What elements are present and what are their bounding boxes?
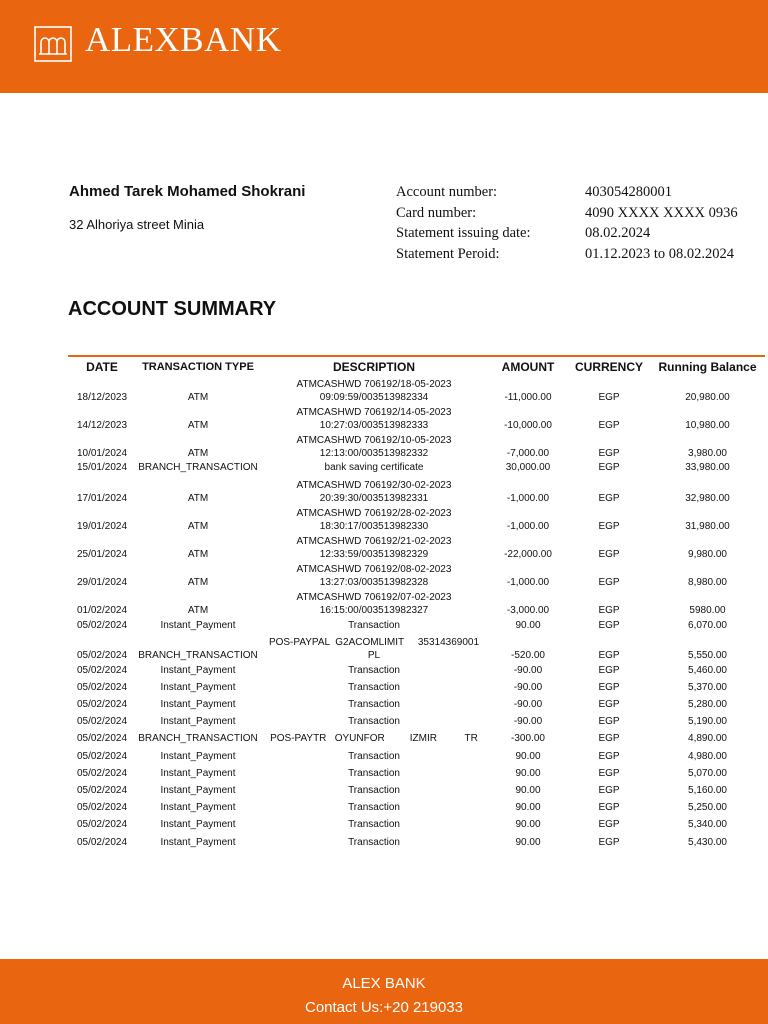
cell-description: Transaction: [348, 819, 400, 831]
cell-date: 05/02/2024: [76, 836, 128, 848]
cell-currency: EGP: [598, 619, 620, 631]
cell-date: 19/01/2024: [76, 520, 128, 532]
cell-currency: EGP: [598, 716, 620, 728]
cell-date: 10/01/2024: [76, 447, 128, 459]
cell-transaction-type: ATM: [187, 548, 209, 560]
table-row: [68, 834, 765, 851]
cell-transaction-type: BRANCH_TRANSACTION: [138, 649, 258, 661]
table-body: [68, 376, 765, 851]
customer-address: 32 Alhoriya street Minia: [69, 217, 205, 232]
cell-amount: -300.00: [511, 733, 545, 745]
cell-running-balance: 10,980.00: [685, 419, 730, 431]
footer-bank-name: ALEX BANK: [342, 975, 426, 992]
cell-amount: -22,000.00: [504, 548, 552, 560]
cell-date: 05/02/2024: [76, 733, 128, 745]
card-number-value: 4090 XXXX XXXX 0936: [585, 204, 738, 221]
cell-currency: EGP: [598, 604, 620, 616]
table-row: [68, 533, 765, 561]
table-row: [68, 477, 765, 505]
cell-amount: 90.00: [515, 750, 541, 762]
cell-running-balance: 20,980.00: [685, 391, 730, 403]
table-row: [68, 697, 765, 714]
cell-amount: -90.00: [513, 699, 543, 711]
cell-description: Transaction: [348, 664, 400, 676]
cell-transaction-type: Instant_Payment: [160, 785, 236, 797]
cell-running-balance: 8,980.00: [688, 576, 727, 588]
cell-currency: EGP: [598, 750, 620, 762]
cell-running-balance: 9,980.00: [688, 548, 727, 560]
cell-currency: EGP: [598, 649, 620, 661]
table-row: [68, 680, 765, 697]
cell-running-balance: 6,070.00: [688, 619, 727, 631]
cell-running-balance: 5,190.00: [688, 716, 727, 728]
cell-date: 05/02/2024: [76, 664, 128, 676]
cell-transaction-type: ATM: [187, 391, 209, 403]
cell-running-balance: 5,070.00: [688, 767, 727, 779]
issuing-date-label: Statement issuing date:: [396, 225, 531, 241]
cell-running-balance: 5,280.00: [688, 699, 727, 711]
cell-currency: EGP: [598, 664, 620, 676]
cell-date: 15/01/2024: [76, 462, 128, 474]
cell-date: 05/02/2024: [76, 802, 128, 814]
cell-currency: EGP: [598, 836, 620, 848]
cell-transaction-type: Instant_Payment: [160, 681, 236, 693]
cell-transaction-type: Instant_Payment: [160, 802, 236, 814]
table-row: [68, 460, 765, 477]
table-row: [68, 589, 765, 617]
header-date: DATE: [86, 359, 118, 374]
bank-columns-icon: [34, 26, 72, 62]
cell-description: ATMCASHWD 706192/30-02-2023 20:39:30/003513982331: [296, 480, 452, 504]
cell-description: Transaction: [348, 699, 400, 711]
cell-transaction-type: BRANCH_TRANSACTION: [138, 462, 258, 474]
cell-transaction-type: Instant_Payment: [160, 819, 236, 831]
cell-transaction-type: ATM: [187, 604, 209, 616]
cell-description: bank saving certificate: [324, 462, 424, 474]
cell-description: ATMCASHWD 706192/14-05-2023 10:27:03/003513982333: [296, 407, 452, 431]
customer-name: Ahmed Tarek Mohamed Shokrani: [69, 183, 306, 200]
cell-description: ATMCASHWD 706192/21-02-2023 12:33:59/003513982329: [296, 536, 452, 560]
cell-amount: -520.00: [511, 649, 545, 661]
header-bar: [0, 0, 768, 93]
cell-description: Transaction: [348, 836, 400, 848]
cell-description: Transaction: [348, 767, 400, 779]
cell-transaction-type: Instant_Payment: [160, 750, 236, 762]
account-info-labels: [396, 182, 531, 264]
cell-date: 05/02/2024: [76, 785, 128, 797]
cell-amount: 90.00: [515, 767, 541, 779]
card-number-label: Card number:: [396, 204, 477, 221]
cell-running-balance: 33,980.00: [685, 462, 730, 474]
cell-date: 05/02/2024: [76, 619, 128, 631]
cell-description: Transaction: [348, 802, 400, 814]
table-row: [68, 766, 765, 783]
cell-amount: 90.00: [515, 802, 541, 814]
account-summary-title: ACCOUNT SUMMARY: [68, 298, 277, 320]
cell-transaction-type: ATM: [187, 447, 209, 459]
cell-amount: -90.00: [513, 664, 543, 676]
cell-currency: EGP: [598, 785, 620, 797]
table-row: [68, 561, 765, 589]
cell-currency: EGP: [598, 492, 620, 504]
cell-transaction-type: ATM: [187, 492, 209, 504]
cell-description: ATMCASHWD 706192/28-02-2023 18:30:17/003513982330: [296, 508, 452, 532]
cell-amount: -10,000.00: [504, 419, 552, 431]
cell-date: 18/12/2023: [76, 391, 128, 403]
cell-currency: EGP: [598, 681, 620, 693]
cell-description: Transaction: [348, 619, 400, 631]
cell-description: ATMCASHWD 706192/08-02-2023 13:27:03/003513982328: [296, 564, 452, 588]
cell-transaction-type: Instant_Payment: [160, 836, 236, 848]
cell-date: 05/02/2024: [76, 750, 128, 762]
table-row: [68, 748, 765, 765]
cell-running-balance: 5,550.00: [688, 649, 727, 661]
table-row: [68, 432, 765, 460]
cell-transaction-type: ATM: [187, 520, 209, 532]
cell-running-balance: 5,160.00: [688, 785, 727, 797]
table-row: [68, 817, 765, 834]
cell-currency: EGP: [598, 548, 620, 560]
cell-currency: EGP: [598, 767, 620, 779]
cell-amount: -3,000.00: [506, 604, 550, 616]
cell-date: 05/02/2024: [76, 767, 128, 779]
cell-currency: EGP: [598, 699, 620, 711]
table-row: [68, 617, 765, 634]
cell-description: ATMCASHWD 706192/10-05-2023 12:13:00/003513982332: [296, 435, 452, 459]
cell-amount: -1,000.00: [506, 576, 550, 588]
cell-currency: EGP: [598, 520, 620, 532]
cell-currency: EGP: [598, 576, 620, 588]
cell-currency: EGP: [598, 733, 620, 745]
table-row: [68, 376, 765, 404]
cell-description: ATMCASHWD 706192/18-05-2023 09:09:59/003513982334: [296, 379, 452, 403]
cell-amount: 90.00: [515, 619, 541, 631]
header-currency: CURRENCY: [574, 359, 643, 374]
header-running-balance: Running Balance: [658, 359, 757, 374]
cell-description: Transaction: [348, 716, 400, 728]
cell-description: Transaction: [348, 750, 400, 762]
table-row: [68, 634, 765, 662]
cell-date: 05/02/2024: [76, 649, 128, 661]
cell-date: 05/02/2024: [76, 699, 128, 711]
table-row: [68, 800, 765, 817]
cell-date: 29/01/2024: [76, 576, 128, 588]
cell-running-balance: 5,430.00: [688, 836, 727, 848]
statement-period-label: Statement Peroid:: [396, 245, 500, 262]
cell-running-balance: 5,340.00: [688, 819, 727, 831]
table-row: [68, 404, 765, 432]
cell-transaction-type: Instant_Payment: [160, 767, 236, 779]
cell-transaction-type: Instant_Payment: [160, 619, 236, 631]
table-row: [68, 662, 765, 679]
cell-currency: EGP: [598, 447, 620, 459]
table-row: [68, 714, 765, 731]
cell-date: 14/12/2023: [76, 419, 128, 431]
cell-transaction-type: Instant_Payment: [160, 716, 236, 728]
account-info-values: [585, 182, 738, 264]
footer-bar: [0, 959, 768, 1024]
cell-transaction-type: BRANCH_TRANSACTION: [138, 733, 258, 745]
cell-amount: -1,000.00: [506, 520, 550, 532]
cell-running-balance: 3,980.00: [688, 447, 727, 459]
cell-amount: -90.00: [513, 681, 543, 693]
cell-running-balance: 4,980.00: [688, 750, 727, 762]
transactions-table: [68, 357, 765, 851]
cell-currency: EGP: [598, 802, 620, 814]
cell-running-balance: 31,980.00: [685, 520, 730, 532]
cell-date: 05/02/2024: [76, 819, 128, 831]
header-amount: AMOUNT: [501, 359, 555, 374]
cell-running-balance: 5980.00: [689, 604, 726, 616]
bank-name-logo: ALEXBANK: [85, 20, 282, 59]
table-row: [68, 731, 765, 748]
cell-currency: EGP: [598, 419, 620, 431]
cell-amount: 90.00: [515, 785, 541, 797]
cell-running-balance: 5,370.00: [688, 681, 727, 693]
cell-amount: 90.00: [515, 836, 541, 848]
cell-description: ATMCASHWD 706192/07-02-2023 16:15:00/003513982327: [296, 592, 452, 616]
cell-amount: -11,000.00: [504, 391, 552, 403]
statement-period-value: 01.12.2023 to 08.02.2024: [585, 245, 735, 262]
header-transaction-type: TRANSACTION TYPE: [142, 360, 254, 373]
table-header-row: [68, 357, 765, 376]
cell-running-balance: 4,890.00: [688, 733, 727, 745]
cell-date: 05/02/2024: [76, 681, 128, 693]
cell-date: 05/02/2024: [76, 716, 128, 728]
cell-description: POS-PAYTR OYUNFOR IZMIR TR: [270, 733, 478, 745]
table-row: [68, 505, 765, 533]
cell-description: Transaction: [348, 785, 400, 797]
header-description: DESCRIPTION: [332, 359, 415, 374]
cell-date: 01/02/2024: [76, 604, 128, 616]
cell-date: 17/01/2024: [76, 492, 128, 504]
cell-currency: EGP: [598, 819, 620, 831]
cell-currency: EGP: [598, 391, 620, 403]
bank-logo: [30, 14, 286, 70]
account-number-value: 403054280001: [585, 184, 672, 200]
cell-transaction-type: ATM: [187, 419, 209, 431]
footer-contact: Contact Us:+20 219033: [304, 999, 464, 1016]
cell-running-balance: 5,460.00: [688, 664, 727, 676]
cell-amount: 90.00: [515, 819, 541, 831]
cell-transaction-type: Instant_Payment: [160, 664, 236, 676]
cell-transaction-type: ATM: [187, 576, 209, 588]
table-row: [68, 783, 765, 800]
account-number-label: Account number:: [396, 184, 498, 200]
cell-description: POS-PAYPAL G2ACOMLIMIT 35314369001 PL: [268, 637, 480, 661]
cell-transaction-type: Instant_Payment: [160, 699, 236, 711]
cell-amount: 30,000.00: [505, 462, 551, 474]
cell-running-balance: 5,250.00: [688, 802, 727, 814]
issuing-date-value: 08.02.2024: [585, 225, 651, 241]
cell-amount: -90.00: [513, 716, 543, 728]
cell-amount: -1,000.00: [506, 492, 550, 504]
cell-currency: EGP: [598, 462, 620, 474]
cell-description: Transaction: [348, 681, 400, 693]
cell-amount: -7,000.00: [506, 447, 550, 459]
cell-running-balance: 32,980.00: [685, 492, 730, 504]
cell-date: 25/01/2024: [76, 548, 128, 560]
